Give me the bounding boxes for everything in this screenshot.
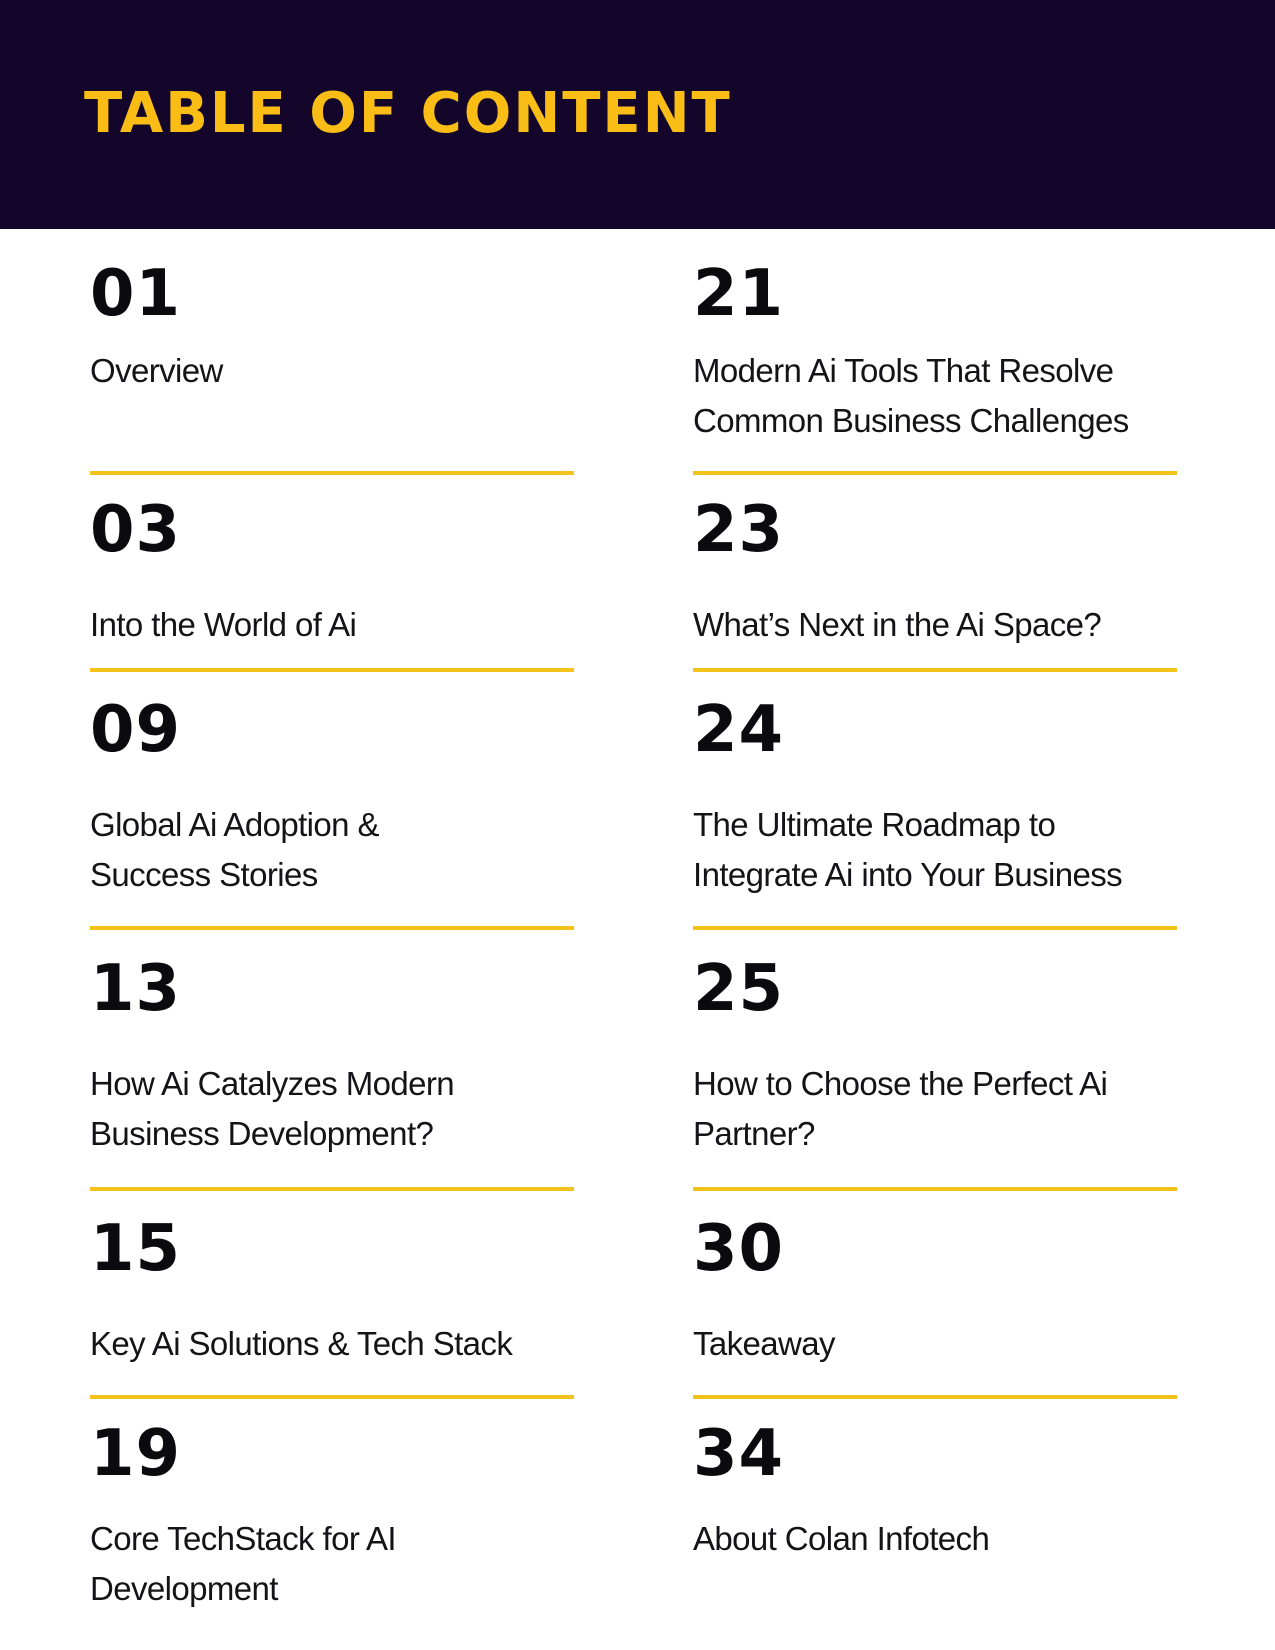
divider — [693, 668, 1177, 672]
toc-page-number: 03 — [90, 493, 182, 567]
toc-entry-title: Core TechStack for AI Development — [90, 1520, 396, 1607]
divider — [90, 1187, 574, 1191]
divider — [693, 926, 1177, 930]
toc-page-number: 30 — [693, 1212, 785, 1286]
header-banner — [0, 0, 1275, 229]
toc-entry-title: Key Ai Solutions & Tech Stack — [90, 1325, 513, 1362]
toc-page-number: 23 — [693, 493, 785, 567]
toc-page-number: 34 — [693, 1417, 785, 1491]
divider — [693, 471, 1177, 475]
toc-page-number: 15 — [90, 1212, 182, 1286]
toc-entry-title: Takeaway — [693, 1325, 835, 1362]
divider — [90, 1395, 574, 1399]
divider — [693, 1187, 1177, 1191]
toc-page-number: 19 — [90, 1417, 182, 1491]
toc-entry-title: What’s Next in the Ai Space? — [693, 606, 1102, 643]
toc-entry-title: Into the World of Ai — [90, 606, 357, 643]
toc-page-number: 21 — [693, 257, 785, 331]
toc-page-number: 01 — [90, 257, 182, 331]
toc-page-number: 25 — [693, 952, 785, 1026]
divider — [90, 926, 574, 930]
toc-entry-title: The Ultimate Roadmap to Integrate Ai into Your Business — [693, 806, 1123, 893]
divider — [90, 668, 574, 672]
divider — [90, 471, 574, 475]
toc-page-number: 13 — [90, 952, 182, 1026]
divider — [693, 1395, 1177, 1399]
page-title: TABLE OF CONTENT — [84, 81, 732, 146]
toc-page-number: 24 — [693, 693, 785, 767]
toc-page-number: 09 — [90, 693, 182, 767]
toc-entry-title: How to Choose the Perfect Ai Partner? — [693, 1065, 1108, 1152]
toc-entry-title: How Ai Catalyzes Modern Business Development? — [90, 1065, 455, 1152]
toc-entry-title: Modern Ai Tools That Resolve Common Business Challenges — [693, 352, 1129, 439]
toc-entry-title: Global Ai Adoption & Success Stories — [90, 806, 379, 893]
toc-entry-title: About Colan Infotech — [693, 1520, 990, 1557]
toc-entry-title: Overview — [90, 352, 223, 389]
